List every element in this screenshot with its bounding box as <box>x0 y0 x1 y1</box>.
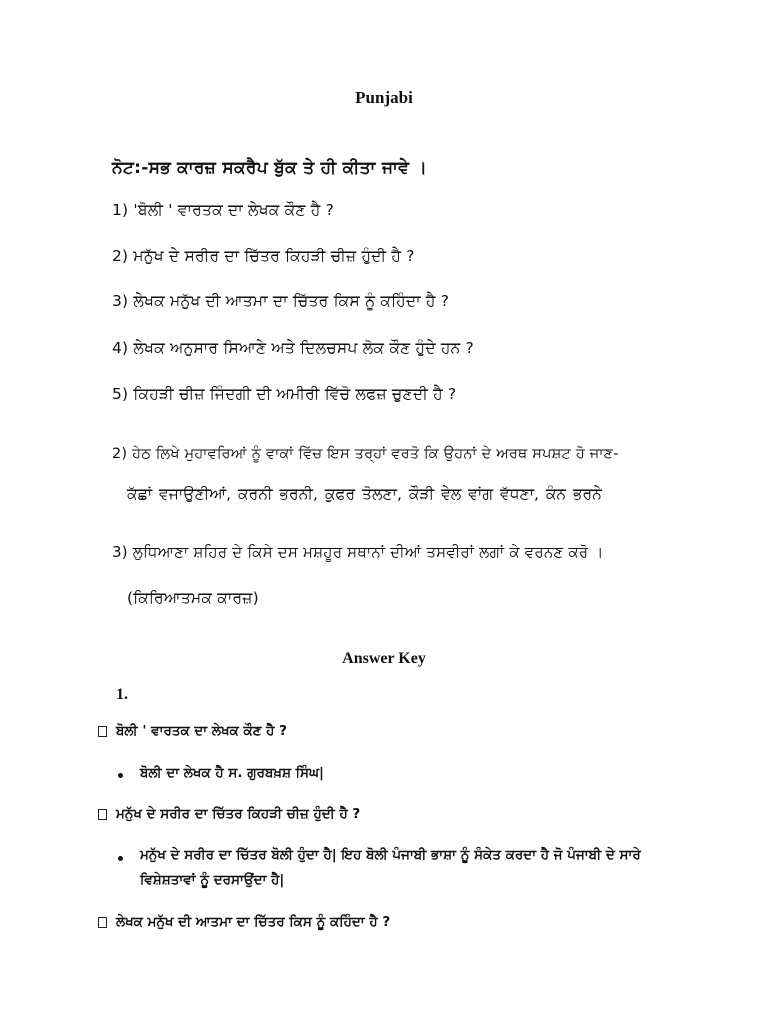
question-5: 5) ਕਿਹੜੀ ਚੀਜ਼ ਜਿੰਦਗੀ ਦੀ ਅਮੀਰੀ ਵਿੱਚੋ ਲਫਜ਼ ਚੁਣਦੀ ਹੈ ? <box>112 385 457 403</box>
bullet-icon <box>118 856 123 861</box>
answer-key-answer-2-line-1: ਮਨੁੱਖ ਦੇ ਸਰੀਰ ਦਾ ਚਿੱਤਰ ਬੋਲੀ ਹੁੰਦਾ ਹੈ| ਇਹ ਬੋਲੀ ਪੰਜਾਬੀ ਭਾਸ਼ਾ ਨੂੰ ਸੰਕੇਤ ਕਰਦਾ ਹੈ ਜੋ ਪੰਜਾਬੀ ਦੇ ਸਾਰੇ <box>140 847 641 863</box>
answer-key-question-1 <box>98 723 287 739</box>
idioms-list: ਕੱਛਾਂ ਵਜਾਉਣੀਆਂ, ਕਰਨੀ ਭਰਨੀ, ਕੁਫਰ ਤੋਲਣਾ, ਕੌੜੀ ਵੇਲ ਵਾਂਗ ਵੱਧਣਾ, ਕੰਨ ਭਰਨੇ <box>127 485 602 503</box>
answer-key-title: Answer Key <box>342 650 426 667</box>
answer-key-question-text: ਲੇਖਕ ਮਨੁੱਖ ਦੀ ਆਤਮਾ ਦਾ ਚਿੱਤਰ ਕਿਸ ਨੂੰ ਕਹਿੰਦਾ ਹੈ ? <box>116 914 391 930</box>
answer-key-question-text: ਮਨੁੱਖ ਦੇ ਸਰੀਰ ਦਾ ਚਿੱਤਰ ਕਿਹੜੀ ਚੀਜ਼ ਹੁੰਦੀ ਹੈ ? <box>116 806 361 822</box>
section-3-heading: 3) ਲੁਧਿਆਣਾ ਸ਼ਹਿਰ ਦੇ ਕਿਸੇ ਦਸ ਮਸ਼ਹੂਰ ਸਥਾਨਾਂ ਦੀਆਂ ਤਸਵੀਰਾਂ ਲਗਾਂ ਕੇ ਵਰਨਣ ਕਰੋ । <box>112 543 604 561</box>
note-line: ਨੋਟ:-ਸਭ ਕਾਰਜ਼ ਸਕਰੈਪ ਬੁੱਕ ਤੇ ਹੀ ਕੀਤਾ ਜਾਵੇ । <box>112 158 428 178</box>
answer-key-number: 1. <box>116 686 128 703</box>
question-4: 4) ਲੇਖਕ ਅਨੁਸਾਰ ਸਿਆਣੇ ਅਤੇ ਦਿਲਚਸਪ ਲੋਕ ਕੌਣ ਹੁੰਦੇ ਹਨ ? <box>112 339 474 357</box>
answer-key-answer-1: ਬੋਲੀ ਦਾ ਲੇਖਕ ਹੈ ਸ. ਗੁਰਬਖ਼ਸ਼ ਸਿੰਘ| <box>140 765 324 781</box>
checkbox-icon <box>98 809 107 820</box>
bullet-icon <box>118 773 123 778</box>
question-2: 2) ਮਨੁੱਖ ਦੇ ਸਰੀਰ ਦਾ ਚਿੱਤਰ ਕਿਹੜੀ ਚੀਜ਼ ਹੁੰਦੀ ਹੈ ? <box>112 247 415 265</box>
section-3-subtitle: (ਕਿਰਿਆਤਮਕ ਕਾਰਜ਼) <box>127 589 259 607</box>
section-2-heading: 2) ਹੇਠ ਲਿਖੇ ਮੁਹਾਵਰਿਆਂ ਨੂੰ ਵਾਕਾਂ ਵਿੱਚ ਇਸ ਤਰ੍ਹਾਂ ਵਰਤੋ ਕਿ ਉਹਨਾਂ ਦੇ ਅਰਥ ਸਪਸ਼ਟ ਹੋ ਜਾਣ- <box>112 446 619 462</box>
answer-key-question-text: ਬੋਲੀ ' ਵਾਰਤਕ ਦਾ ਲੇਖਕ ਕੌਣ ਹੈ ? <box>116 723 287 739</box>
question-3: 3) ਲੇਖਕ ਮਨੁੱਖ ਦੀ ਆਤਮਾ ਦਾ ਚਿੱਤਰ ਕਿਸ ਨੂੰ ਕਹਿੰਦਾ ਹੈ ? <box>112 292 450 310</box>
checkbox-icon <box>98 917 107 928</box>
answer-key-question-3 <box>98 914 390 930</box>
checkbox-icon <box>98 726 107 737</box>
page-title: Punjabi <box>355 88 413 107</box>
answer-key-question-2 <box>98 806 360 822</box>
answer-key-answer-2-line-2: ਵਿਸ਼ੇਸ਼ਤਾਵਾਂ ਨੂੰ ਦਰਸਾਉਂਦਾ ਹੈ| <box>140 872 285 888</box>
question-1: 1) 'ਬੋਲੀ ' ਵਾਰਤਕ ਦਾ ਲੇਖਕ ਕੌਣ ਹੈ ? <box>112 201 335 219</box>
